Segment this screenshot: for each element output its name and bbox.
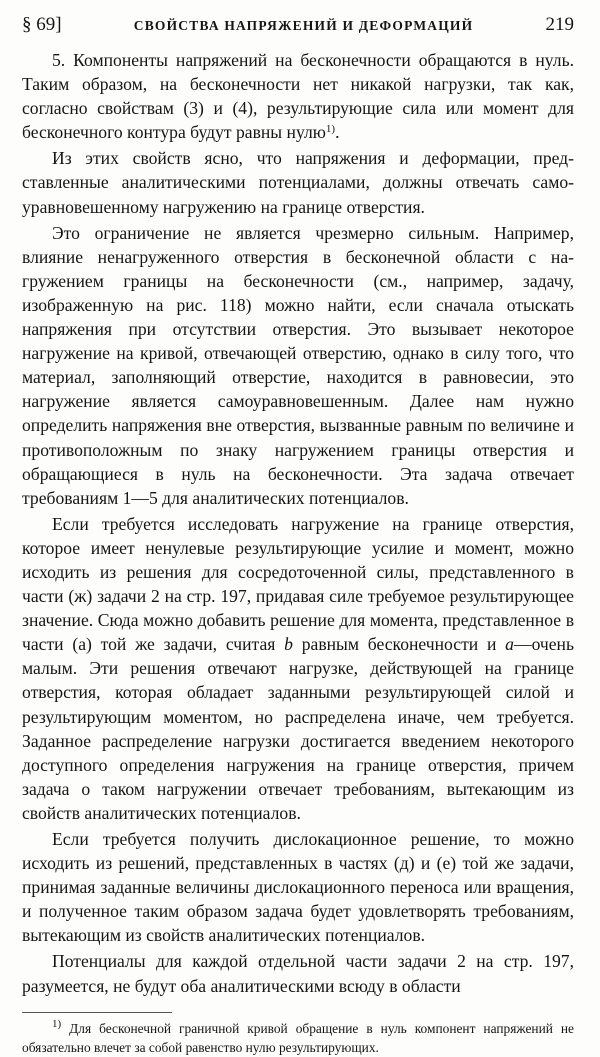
- footnote: [22, 1019, 574, 1057]
- variable-a: a: [505, 634, 514, 655]
- running-title: СВОЙСТВА НАПРЯЖЕНИЙ И ДЕФОРМАЦИЙ: [133, 18, 474, 33]
- footnote-divider: [22, 1012, 172, 1013]
- footnote-text: Для бесконечной граничной кривой обращение в нуль компонент напряжений не обязательно влечет за собой равенство нулю результирующих.: [22, 1020, 574, 1055]
- main-text: [22, 48, 574, 998]
- paragraph-4: Если требуется исследовать нагружение на границе отверстия, которое имеет ненулевые результирующие усилие и момент, можно исходить из решения для сосредоточенной силы, представленного в части (ж) задачи 2 на стр. 197, придавая силе требуемое результирующее значение. Сюда можно добавить решение для момента, представленное в части (а) той же задачи, считая b равным бесконечности и a—очень малым. Эти решения отвечают нагрузке, действующей на границе отверстия, которая обладает заданными результирующей силой и результирующим моментом, но распределена иначе, чем требуется. Заданное распределение нагрузки достигается введением некоторого доступного определения нагружения на границе отверстия, причем задача о таком нагружении отвечает требованиям, вытекающим из свойств аналитических потенциалов.: [22, 513, 575, 823]
- paragraph-3: Это ограничение не является чрезмерно сильным. Например, влияние ненагруженного отверстия в бесконечной области с нагружением границы на бесконечности (см., например, задачу, изображенную на рис. 118) можно найти, если сначала отыскать напряжения при отсутствии отверстия. Это вызывает некоторое нагружение на кривой, отвечающей отверстию, однако в силу того, что материал, заполняющий отверстие, находится в равновесии, это нагружение является самоуравновешенным. Далее нам нужно определить напряжения вне отверстия, вызванные равным по величине и противоположным по знаку нагружением границы отверстия и обращающиеся в нуль на бесконечности. Эта задача отвечает требованиям 1—5 для аналитических потенциалов.: [22, 222, 574, 508]
- page-number: 219: [545, 14, 574, 35]
- running-header: [22, 14, 574, 48]
- footnote-marker: 1): [52, 1017, 62, 1030]
- paragraph-2: Из этих свойств ясно, что напряжения и деформации, представленные аналитическими потенциалами, должны отвечать самоуравновешенному нагружению на границе отверстия.: [22, 148, 574, 217]
- footnote-ref[interactable]: 1): [325, 123, 336, 136]
- section-number: § 69]: [22, 14, 62, 35]
- paragraph-1: 5. Компоненты напряжений на бесконечности обращаются в нуль. Таким образом, на бесконечности нет никакой нагрузки, так как, согласно свойствам (3) и (4), результирующие сила или момент для бесконечного контура будут равны нулю$^{1)}$.: [22, 50, 574, 143]
- paragraph-5: Если требуется получить дислокационное решение, то можно исходить из решений, представленных в частях (д) и (е) той же задачи, принимая заданные величины дислокационного переноса или вращения, и полученное таким образом задача будет удовлетворять требованиям, вытекающим из свойств аналитических потенциалов.: [22, 829, 574, 946]
- variable-b: b: [284, 634, 293, 655]
- paragraph-6: Потенциалы для каждой отдельной части задачи 2 на стр. 197, разумеется, не будут оба аналитическими всюду в области: [22, 951, 574, 996]
